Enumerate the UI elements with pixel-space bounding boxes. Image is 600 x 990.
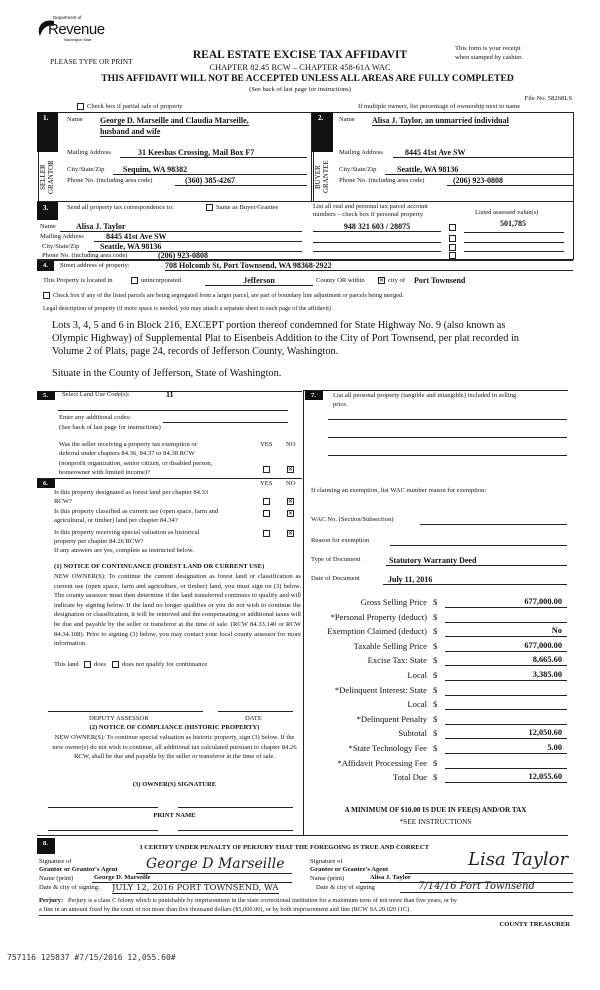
sig-of-label: Signature of [39,858,72,865]
dollar-sign: $ [433,699,438,710]
divider [37,478,302,479]
forest-yes-checkbox[interactable] [263,498,270,505]
no-header: NO [286,480,296,487]
buyer-name-label: Name [339,116,355,123]
amount-label: Local [407,699,427,710]
amount-value: 677,000.00 [445,598,567,608]
wac-label: WAC No. (Section/Subsection) [311,516,394,523]
seller-grantor-label [38,152,59,202]
legal-description: Volume 2 of Plats, page 24, records of Jefferson County, Washington. [52,346,339,357]
corr-mailing-label: Mailing Address [40,233,84,240]
amount-value: 677,000.00 [445,642,567,652]
receipt-note: This form is your receipt [455,45,521,52]
current-use-no-checkbox[interactable] [287,510,294,517]
current-use-question: agricultural, or timber) land per chapter 84.34? [54,517,178,524]
dollar-sign: $ [433,684,438,695]
if-yes-note: If any answers are yes, complete as instructed below. [54,547,194,554]
forest-question: Is this property designated as forest land per chapter 84.33 [54,489,209,496]
grantor-date-city: JULY 12, 2016 PORT TOWNSEND, WA [112,884,279,893]
dollar-sign: $ [433,713,438,724]
exemption-yes-checkbox[interactable] [263,466,270,473]
doc-date: July 11, 2016 [383,576,567,585]
dollar-sign: $ [433,597,438,607]
city-of-label: city of [388,277,406,284]
seller-name: George D. Marseille and Claudia Marseille, [100,116,249,125]
dollar-sign: $ [433,743,438,753]
buyer-label: BUYER [314,165,322,189]
personal-property-line[interactable] [328,419,567,420]
doc-type-label: Type of Document [311,556,361,563]
form-title: REAL ESTATE EXCISE TAX AFFIDAVIT [192,49,408,61]
same-as-buyer-label: Same as Buyer/Grantee [216,204,279,211]
minimum-note: A MINIMUM OF $10.00 IS DUE IN FEE(S) AND/OR TAX [344,806,527,814]
amount-label: Excise Tax: State [367,655,427,666]
owner-signature-label: (3) OWNER(S) SIGNATURE [132,781,217,788]
segregated-label: Check box if any of the listed parcels are being segregated from a larger parcel, are part of boundary line adjustment or parcels being merged. [53,292,404,299]
amount-label: Total Due [392,772,427,783]
grantor-label: GRANTOR [47,160,55,194]
owner-signature-line[interactable] [178,807,293,808]
buyer-phone: (206) 923-0808 [447,177,573,186]
personal-property-label: price. [333,401,348,408]
buyer-phone-label: Phone No. (including area code) [339,177,425,184]
dollar-sign: $ [433,772,438,783]
situate: Situate in the County of Jefferson, State of Washington. [52,368,282,379]
wac-field[interactable] [420,524,567,525]
unincorporated-checkbox[interactable] [131,277,138,284]
date-city-label: Date & city of signing: [39,884,100,891]
name-print-label: Name (print) [39,875,74,882]
street-address: 708 Holcomb St, Port Townsend, WA 98368-2922 [165,262,573,271]
dollar-sign: $ [433,757,438,768]
parcel-label: List all real and personal tax parcel account [313,203,428,210]
date-city-label: Date & city of signing [316,884,375,891]
deputy-assessor-label: DEPUTY ASSESSOR [89,715,149,722]
assessor-signature-line[interactable] [48,711,203,712]
notice-compliance-text: NEW OWNER(S): To continue special valuation as historic property, sign (3) below. If the new owner(s) do not wish to continue, all additional tax calculated pursuant to chapter 84.26 RCW, shall be due and payable by the seller or transferor at the time of sale. [52,734,297,761]
amount-value: 5.00 [445,744,567,754]
county-treasurer-label: COUNTY TREASURER [499,921,570,928]
located-label: This Property is located in [43,277,113,284]
seller-city-label: City/State/Zip [67,166,105,173]
seller-phone-label: Phone No. (including area code) [67,177,153,184]
section-2-label: 2. [312,112,333,152]
partial-sale-label: Check box if partial sale of property [87,103,183,110]
current-use-question: Is this property classified as current use (open space, farm and [54,508,219,515]
corr-city: Seattle, WA 98136 [88,243,302,252]
corr-name-label: Name [40,223,56,230]
does-qualify-checkbox[interactable] [84,661,91,668]
divider [58,410,288,411]
assessed-line [464,232,564,233]
corr-phone-label: Phone No. (including area code) [42,252,128,259]
grantor-signature[interactable]: George D Marseille [146,856,285,872]
legal-label: Legal description of property (if more space is needed, you may attach a separate sheet to each page of the affidavit) [43,305,331,312]
amount-label: *Affidavit Processing Fee [337,757,427,768]
notice-compliance-title: (2) NOTICE OF COMPLIANCE (HISTORIC PROPERTY) [89,724,260,731]
historic-question: property per chapter 84.26 RCW? [54,538,144,545]
seller-city: Sequim, WA 98382 [113,166,307,175]
divider [303,390,568,391]
personal-property-checkbox[interactable] [449,224,456,231]
personal-property-checkbox[interactable] [449,235,456,242]
grantor-agent-label: Grantor or Grantor's Agent [39,866,118,873]
legal-description: Olympic Highway) of Supplemental Plat to Eisenbeis Addition to the City of Port Townsend, per plat recorded in [52,333,519,344]
buyer-grantee-label [313,152,334,202]
section-3-label: 3. [37,202,58,220]
section-7-label: 7. [305,391,323,400]
same-as-buyer-checkbox[interactable] [206,204,213,211]
exemption-no-checkbox[interactable] [287,466,294,473]
dollar-sign: $ [433,670,438,680]
revenue-logo [36,14,106,48]
dollar-sign: $ [433,640,438,651]
forest-no-checkbox[interactable] [287,498,294,505]
historic-no-checkbox[interactable] [287,530,294,537]
seller-phone: (360) 385-4267 [175,177,307,186]
unincorporated-label: unincorporated [141,277,181,284]
amount-value: 8,665.60 [445,656,567,666]
dollar-sign: $ [433,655,438,666]
grantee-agent-label: Grantee or Grantee's Agent [310,866,389,873]
logo-text: Washington State [64,38,92,42]
grantee-name: Alisa J. Taylor [360,875,573,883]
personal-property-line[interactable] [328,437,567,438]
exemption-question: Was the seller receiving a property tax exemption or [59,441,197,448]
personal-property-checkbox[interactable] [449,244,456,251]
section-6-label: 6. [37,479,55,488]
send-correspondence-label: Send all property tax correspondence to: [67,204,174,211]
section-1-label: 1. [37,112,58,152]
dollar-sign: $ [433,626,438,637]
exemption-label: If claiming an exemption, list WAC number reason for exemption: [311,487,487,494]
certification-statement: I CERTIFY UNDER PENALTY OF PERJURY THAT THE FOREGOING IS TRUE AND CORRECT [140,844,429,851]
within-city-checkbox[interactable] [378,277,385,284]
divider [37,201,574,202]
file-number: File No. 58268LS [524,95,572,102]
amount-label: Local [407,670,427,680]
receipt-note: when stamped by cashier. [455,54,523,61]
seller-mailing-label: Mailing Address [67,149,111,156]
additional-codes-field[interactable] [163,422,288,423]
perjury-label: Perjury: [39,897,64,904]
divider [37,835,568,836]
reason-label: Reason for exemption [311,537,370,544]
personal-property-label: List all personal property (tangible and intangible) included in selling [333,392,517,399]
see-back: (See back of last page for instructions) [59,424,161,431]
assessed-value: 501,785 [500,219,526,228]
reason-field[interactable] [390,545,567,546]
amount-label: Exemption Claimed (deduct) [327,626,427,637]
logo-text: Revenue [48,21,105,38]
buyer-mailing-label: Mailing Address [339,149,383,156]
grantor-name: George D. Marseille [92,875,292,883]
amount-label: *State Technology Fee [348,743,427,753]
assessed-label: Listed assessed value(s) [475,209,539,216]
amount-label: Gross Selling Price [360,597,427,607]
print-name-label: PRINT NAME [153,812,196,819]
grantee-label: GRANTEE [322,160,330,194]
buyer-name: Alisa J. Taylor, an unmarried individual [372,116,509,125]
exemption-question: (nonprofit organization, senior citizen, or disabled person, [59,460,213,467]
print-name-line[interactable] [48,830,158,831]
divider [303,390,304,835]
amount-value [445,700,567,710]
land-use-label: Select Land Use Code(s): [62,391,130,398]
notice-continuance-title: (1) NOTICE OF CONTINUANCE (FOREST LAND OR CURRENT USE) [54,563,265,570]
does-label: does [94,661,107,668]
logo-text: Department of [53,15,82,20]
dollar-sign: $ [433,611,438,622]
legal-description: Lots 3, 4, 5 and 6 in Block 216, EXCEPT portion thereof condemned for State Highway No. 9 (also known as [52,320,506,331]
street-label: Street address of property: [60,262,130,269]
notice-continuance-text: NEW OWNER(S): To continue the current designation as forest land or classification as current use (open space, farm and agriculture, or timber) land, you must sign on (3) below. The county assessor must then determine if the land transferred continues to qualify and will indicate by signing below. If the land no longer qualifies or you do not wish to continue the designation or classification, it will be removed and the compensating or additional taxes will be due and payable by the seller or transferor at the time of sale. (RCW 84.33.140 or RCW 84.34.108). Prior to signing (3) below, you may contact your local county assessor for more information. [54,573,301,648]
divider [39,915,573,916]
personal-property-checkbox[interactable] [449,252,456,259]
historic-question: Is this property receiving special valuation as historical [54,529,200,536]
no-header: NO [286,441,296,448]
land-use-code: 11 [166,390,174,399]
exemption-question: homeowner with limited income)? [59,469,151,476]
owner-signature-line[interactable] [48,807,158,808]
buyer-city-label: City/State/Zip [339,166,377,173]
yes-header: YES [260,480,273,487]
grantee-signature-line [405,873,573,874]
city: Port Townsend [414,276,466,285]
historic-yes-checkbox[interactable] [263,530,270,537]
section-5-label: 5. [37,391,55,400]
assessor-date-line[interactable] [218,711,293,712]
current-use-yes-checkbox[interactable] [263,510,270,517]
county: Jefferson [205,277,313,286]
grantor-signature-line [136,873,292,874]
grantee-date-city: 7/14/16 Port Townsend [400,882,573,893]
amount-value: 12,055.60 [445,773,567,783]
amount-label: *Delinquent Penalty [356,713,427,724]
amount-value [445,759,567,769]
sig-of-label: Signature of [310,858,343,865]
cashier-stamp: 757116 125837 #7/15/2016 12,055.60# [7,953,176,962]
parcel-number: 948 321 603 / 28075 [313,223,441,232]
section-4-label: 4. [37,261,54,271]
seller-name-2: husband and wife [100,127,161,136]
amount-value: 12,050.60 [445,729,567,739]
amount-label: Taxable Selling Price [353,640,427,651]
does-not-qualify-checkbox[interactable] [112,661,119,668]
parcel-label: numbers – check box if personal property [313,211,423,218]
assessed-line [464,251,564,252]
perjury-text: Perjury is a class C felony which is punishable by imprisonment in the state correctional institution for a maximum term of not more than five years, or by [68,897,457,904]
name-print-label: Name (print) [310,875,345,882]
see-instructions: *SEE INSTRUCTIONS [399,817,472,826]
amount-value: No [445,627,567,637]
this-land-label: This land [54,661,79,668]
buyer-mailing: 8445 41st Ave SW [393,149,573,158]
multiple-owners-note: If multiple owners, list percentage of ownership next to name [358,103,521,110]
corr-phone: (206) 923-0808 [158,251,208,260]
dollar-sign: $ [433,728,438,739]
partial-sale-checkbox[interactable] [77,103,84,110]
chapter: CHAPTER 82.45 RCW – CHAPTER 458-61A WAC [209,62,391,72]
seller-mailing: 31 Keeshas Crossing, Mail Box F7 [120,149,307,158]
yes-header: YES [260,441,273,448]
amount-value: 3,385.00 [445,671,567,681]
corr-city-label: City/State/Zip [42,243,80,250]
county-or-label: County OR within [316,277,365,284]
warning: THIS AFFIDAVIT WILL NOT BE ACCEPTED UNLESS ALL AREAS ARE FULLY COMPLETED [101,73,514,84]
amount-label: Subtotal [398,728,427,739]
seller-label: SELLER [39,164,47,190]
doc-type: Statutory Warranty Deed [386,557,567,566]
print-name-line[interactable] [178,830,293,831]
parcel-line [313,251,441,252]
amount-label: *Delinquent Interest: State [334,684,427,695]
parcel-line [313,242,441,243]
date-label: DATE [245,715,262,722]
assessed-line [464,242,564,243]
perjury-text: a fine in an amount fixed by the court of not more than five thousand dollars ($5,000.00), or by both imprisonment and fine (RCW 9A.20.020 (1C). [39,906,411,913]
additional-codes-label: Enter any additional codes: [59,414,131,421]
section-8-label: 8. [37,838,55,854]
see-back: (See back of last page for instructions) [249,86,351,93]
doc-date-label: Date of Document [311,575,360,582]
amount-value [445,686,567,696]
corr-name: Alisa J. Taylor [60,223,302,232]
grantee-signature[interactable]: Lisa Taylor [468,849,569,870]
personal-property-line[interactable] [328,455,567,456]
seller-name-label: Name [67,116,83,123]
amount-value [445,715,567,725]
segregated-checkbox[interactable] [43,292,50,299]
amount-value [445,613,567,623]
exemption-question: deferral under chapters 84.36, 84.37 or 84.38 RCW [59,450,195,457]
corr-mailing: 8445 41st Ave SW [94,233,302,242]
buyer-city: Seattle, WA 98136 [385,166,573,175]
amount-label: *Personal Property (deduct) [330,611,427,622]
does-not-label: does not qualify for continuance [122,661,208,668]
forest-question: RCW? [54,498,72,505]
please-type: PLEASE TYPE OR PRINT [50,57,133,66]
